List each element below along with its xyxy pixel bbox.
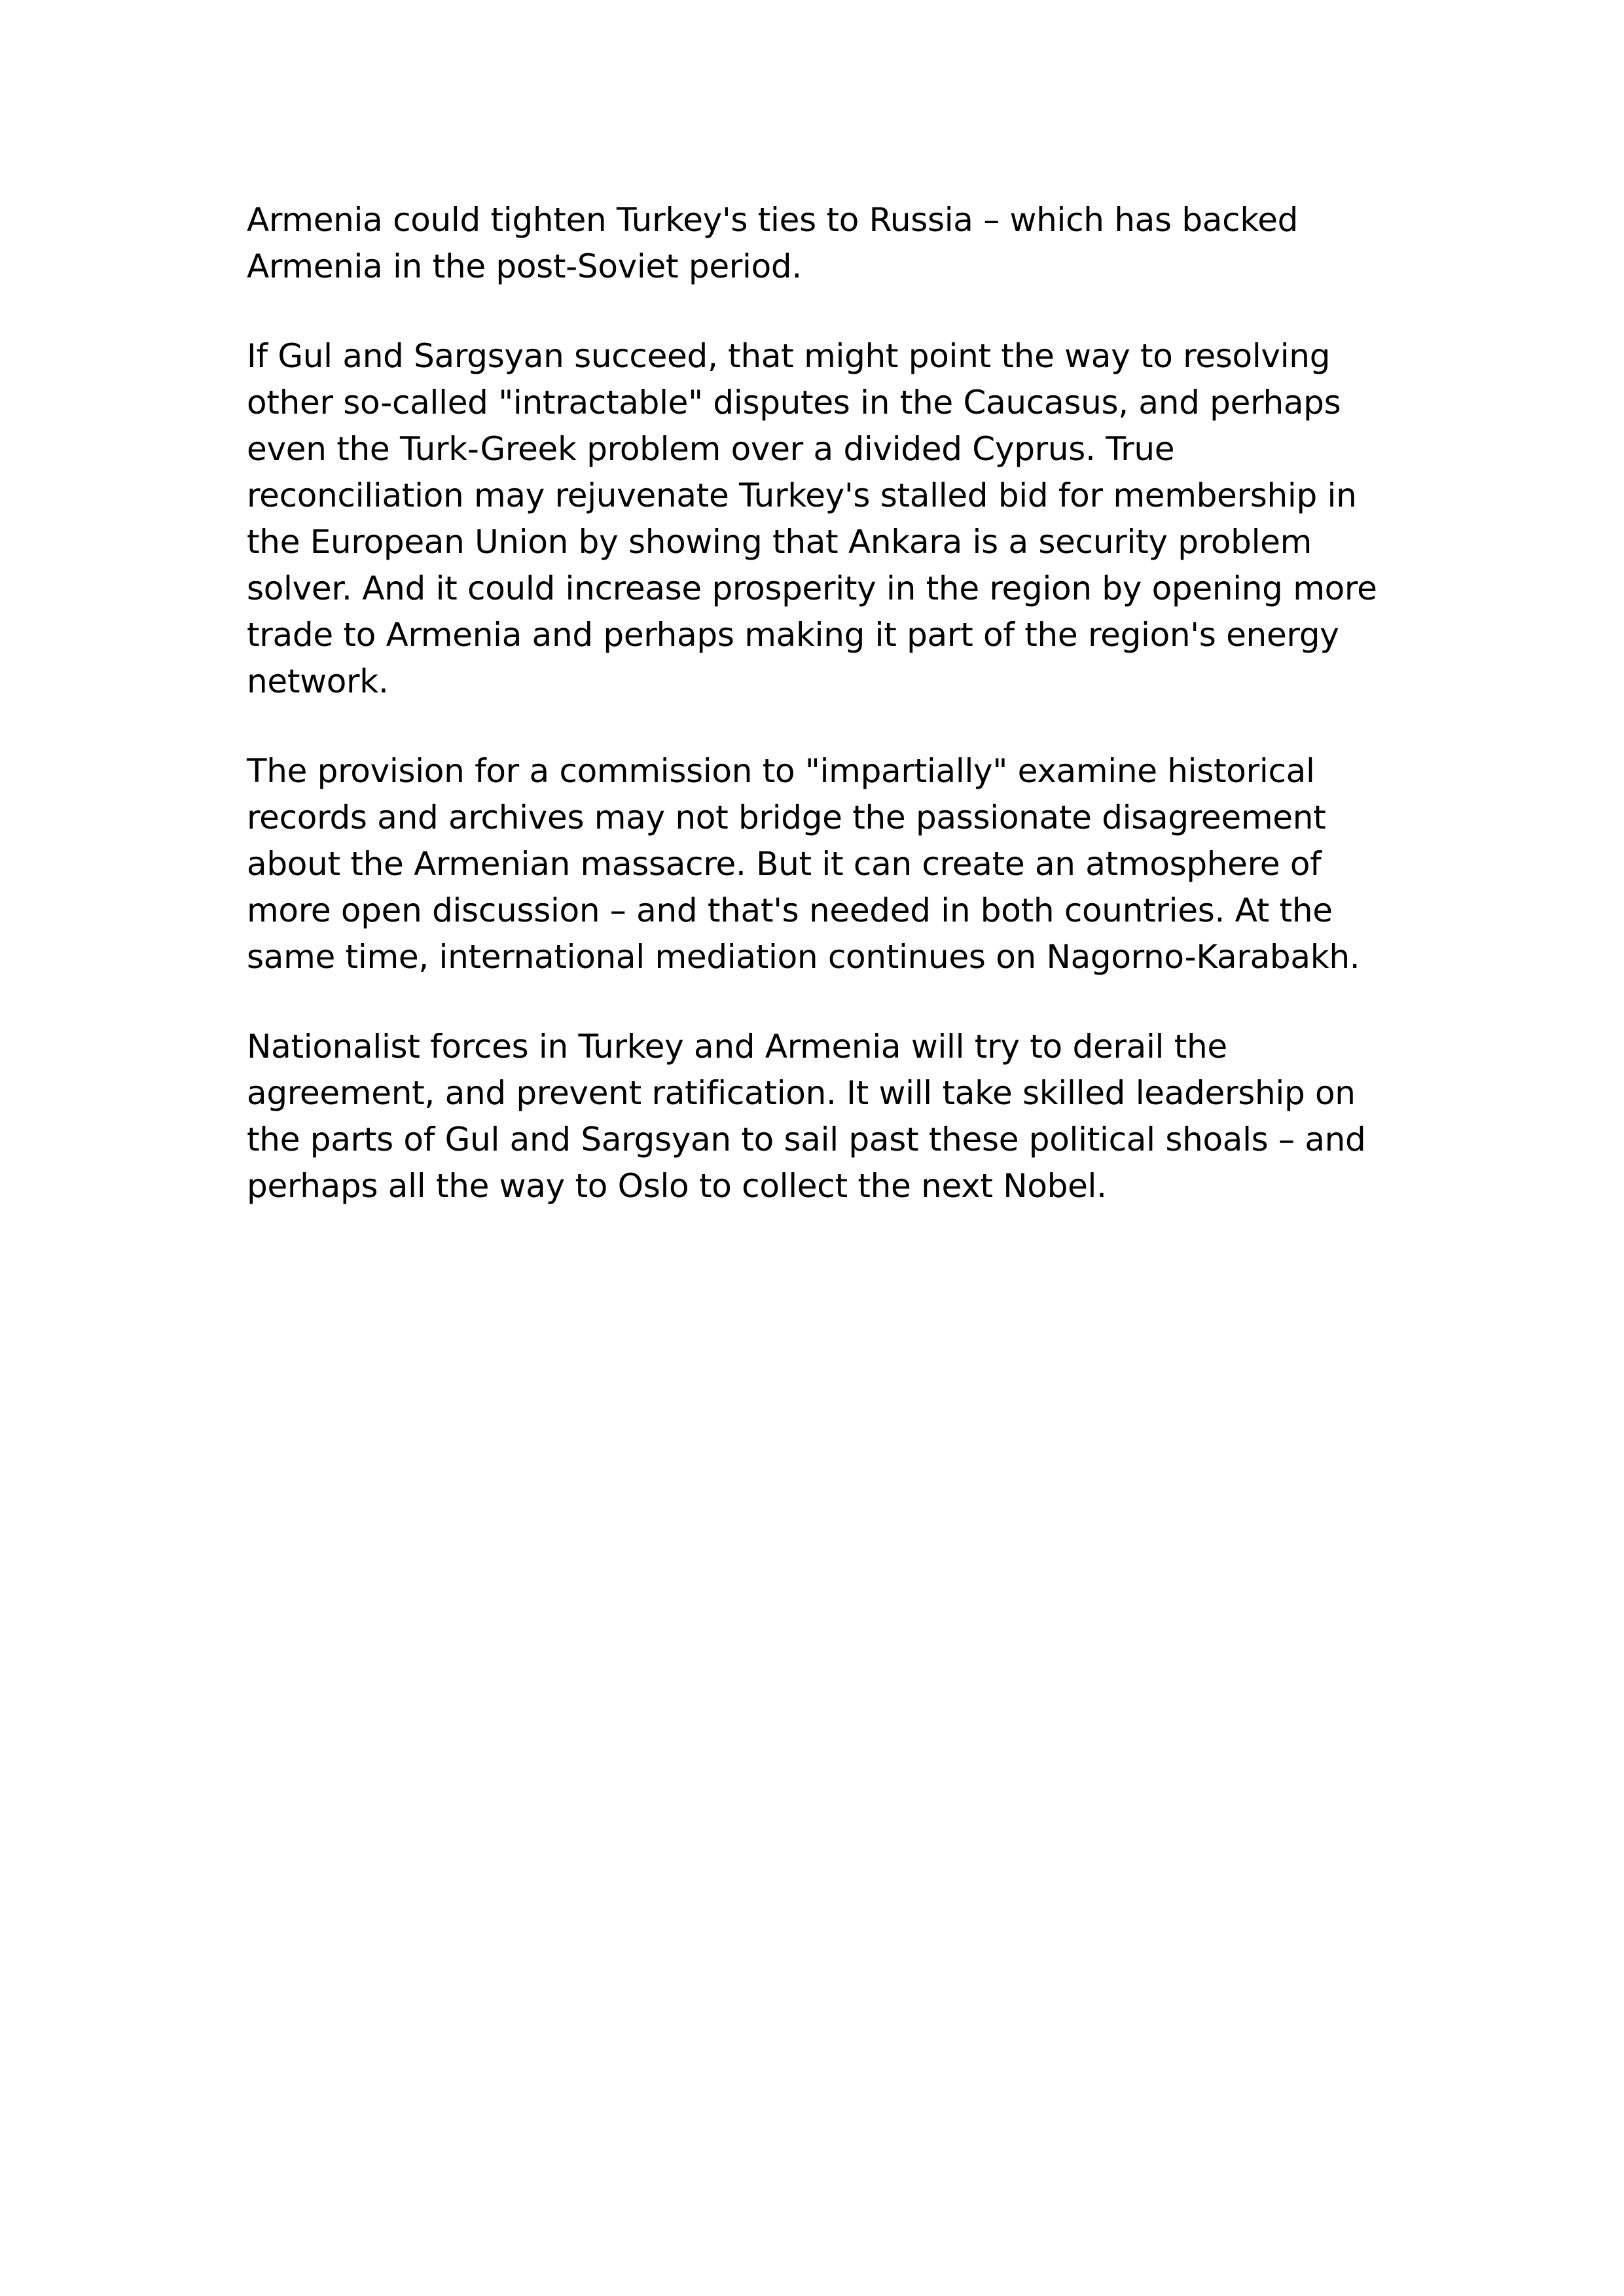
text-paragraph xyxy=(247,748,1425,980)
text-paragraph xyxy=(247,1024,1425,1210)
text-line: records and archives may not bridge the passionate disagreement xyxy=(247,798,1326,836)
text-line: Nationalist forces in Turkey and Armenia will try to derail the xyxy=(247,1028,1227,1066)
text-paragraph xyxy=(247,197,1425,290)
text-line: If Gul and Sargsyan succeed, that might point the way to resolving xyxy=(247,337,1331,375)
text-line: even the Turk-Greek problem over a divided Cyprus. True xyxy=(247,430,1175,468)
text-line: about the Armenian massacre. But it can create an atmosphere of xyxy=(247,845,1322,883)
text-line: more open discussion – and that's needed in both countries. At the xyxy=(247,891,1333,929)
text-line: Armenia in the post-Soviet period. xyxy=(247,247,802,285)
text-line: reconciliation may rejuvenate Turkey's stalled bid for membership in xyxy=(247,476,1357,514)
text-line: Armenia could tighten Turkey's ties to Russia – which has backed xyxy=(247,201,1299,239)
text-line: same time, international mediation continues on Nagorno-Karabakh. xyxy=(247,938,1360,976)
text-line: solver. And it could increase prosperity in the region by opening more xyxy=(247,569,1377,607)
text-line: trade to Armenia and perhaps making it part of the region's energy xyxy=(247,616,1339,654)
text-line: network. xyxy=(247,662,389,700)
text-paragraph xyxy=(247,333,1425,705)
text-block xyxy=(247,197,1425,1253)
text-line: the parts of Gul and Sargsyan to sail past these political shoals – and xyxy=(247,1121,1366,1158)
text-line: The provision for a commission to "impartially" examine historical xyxy=(247,752,1315,790)
text-line: the European Union by showing that Ankara is a security problem xyxy=(247,523,1312,561)
text-line: perhaps all the way to Oslo to collect the next Nobel. xyxy=(247,1167,1107,1205)
text-line: other so-called "intractable" disputes in the Caucasus, and perhaps xyxy=(247,384,1341,422)
text-line: agreement, and prevent ratification. It will take skilled leadership on xyxy=(247,1074,1356,1112)
